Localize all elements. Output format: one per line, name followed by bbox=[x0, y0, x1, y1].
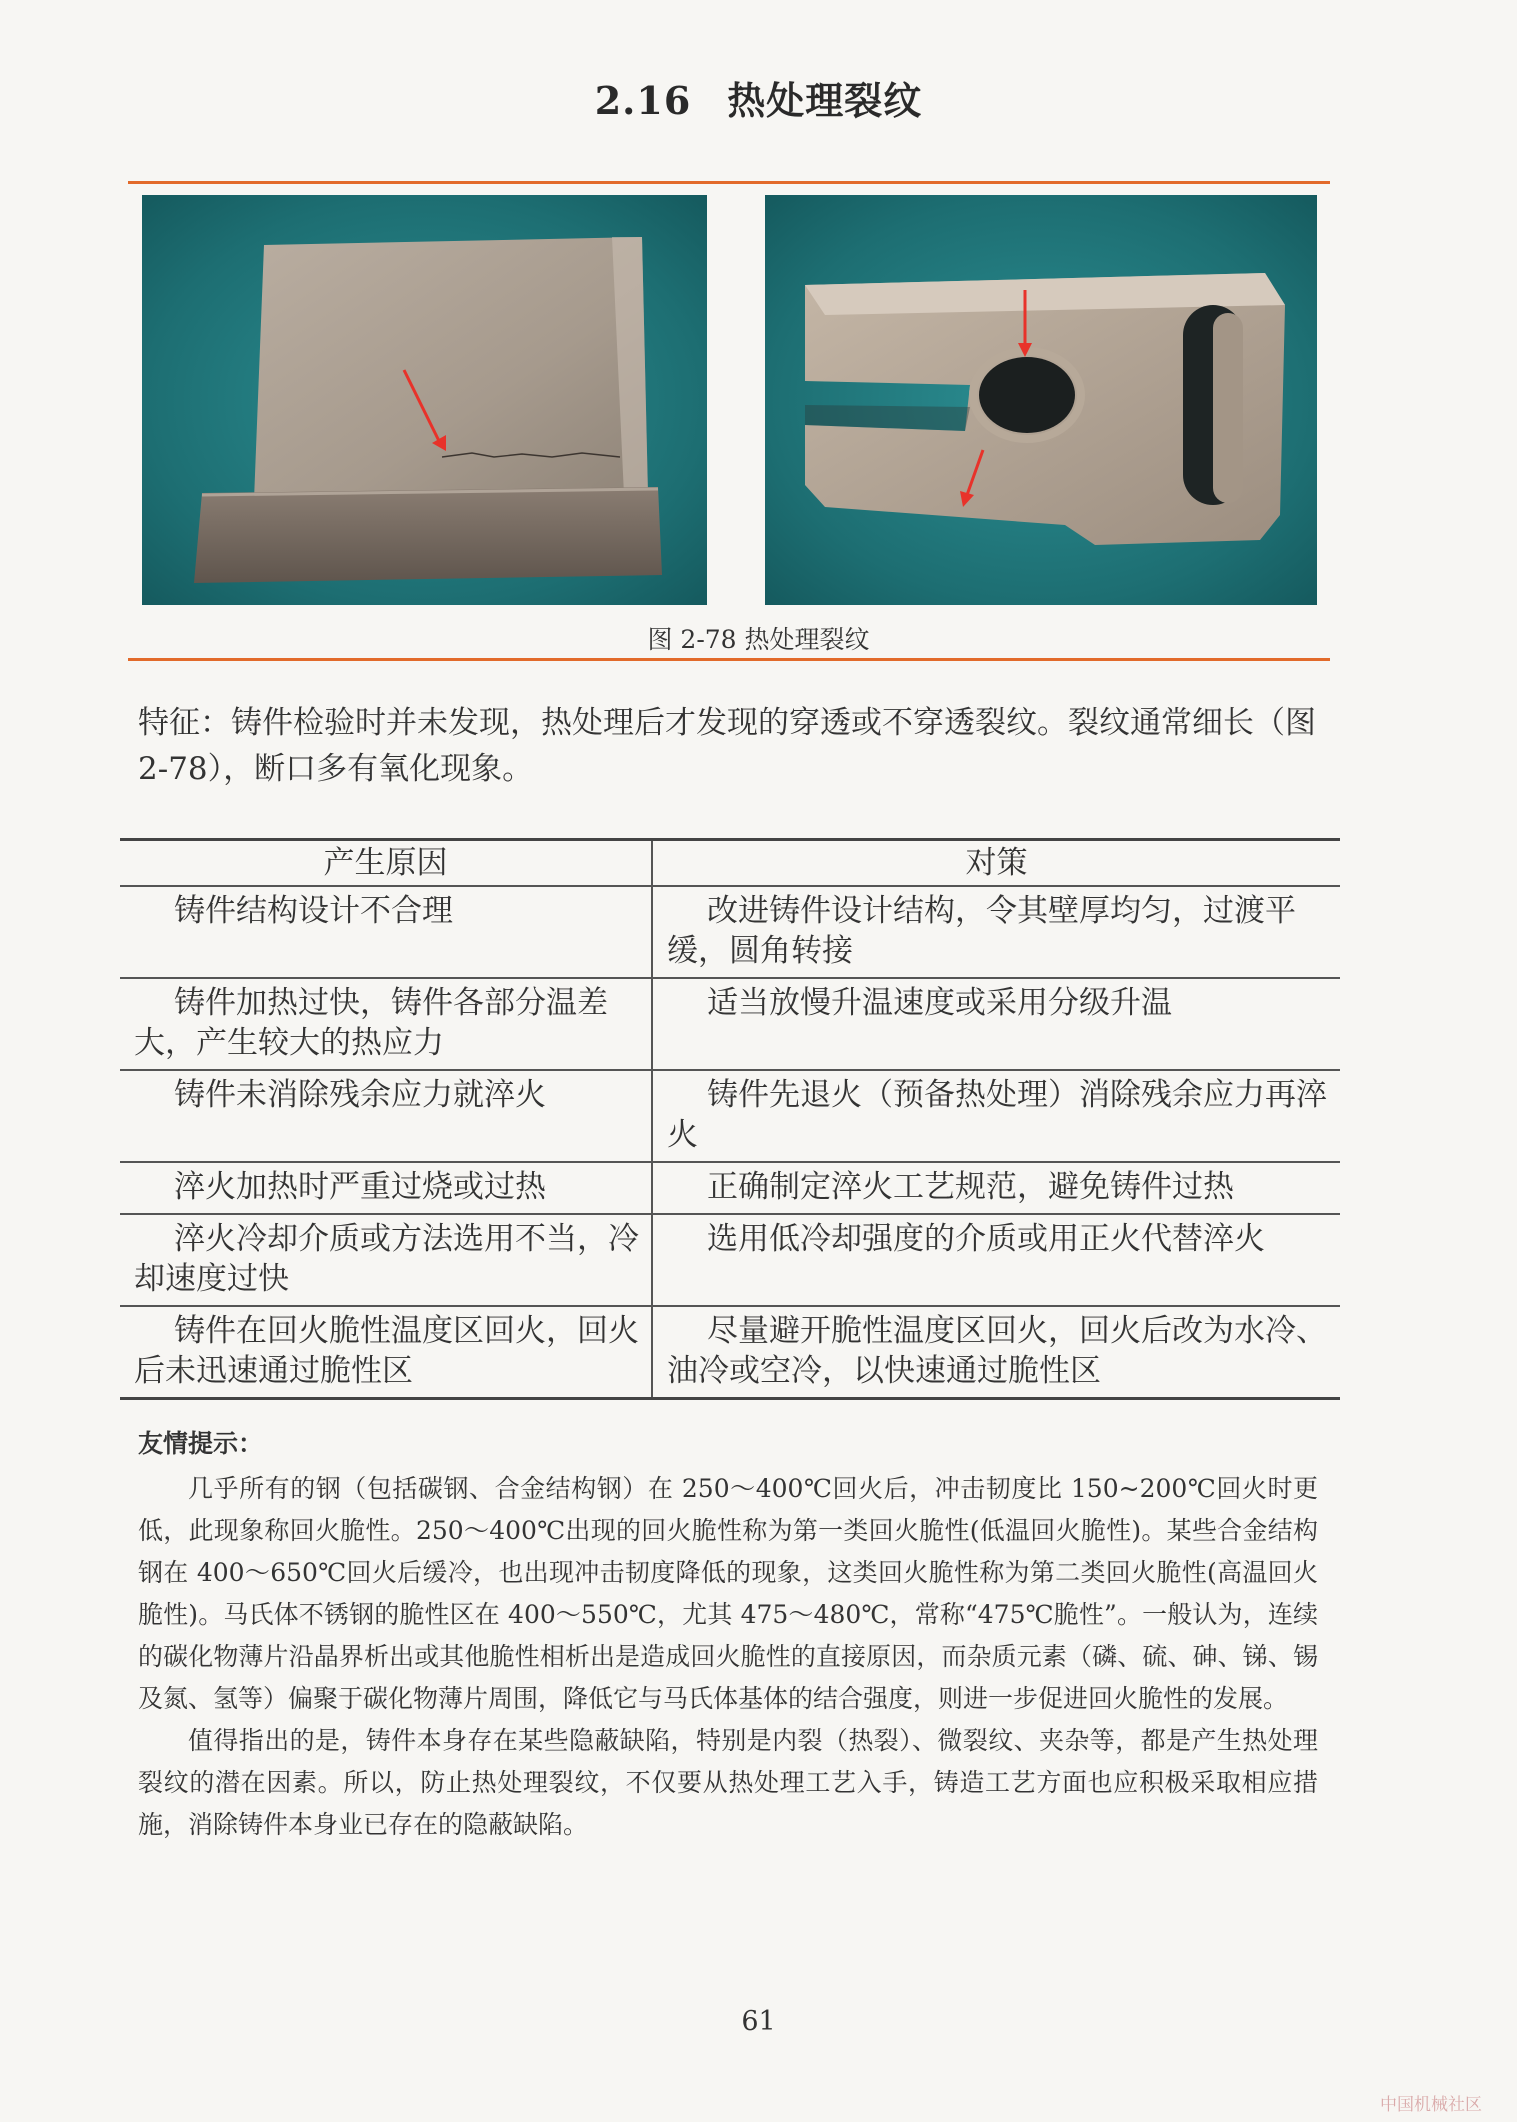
cause-cell bbox=[120, 1306, 652, 1399]
cause-cell bbox=[120, 886, 652, 978]
tips-paragraph: 几乎所有的钢（包括碳钢、合金结构钢）在 250～400℃回火后，冲击韧度比 150~200℃回火时更低，此现象称回火脆性。250～400℃出现的回火脆性称为第一类回火脆性(低温回火脆性)。某些合金结构钢在 400～650℃回火后缓冷，也出现冲击韧度降低的现象，这类回火脆性称为第二类回火脆性(高温回火脆性)。马氏体不锈钢的脆性区在 400～550℃，尤其 475～480℃，常称“475℃脆性”。一般认为，连续的碳化物薄片沿晶界析出或其他脆性相析出是造成回火脆性的直接原因，而杂质元素（磷、硫、砷、锑、锡及氮、氢等）偏聚于碳化物薄片周围，降低它与马氏体基体的结合强度，则进一步促进回火脆性的发展。 bbox=[138, 1474, 1318, 1713]
cause-text: 淬火加热时严重过烧或过热 bbox=[174, 1169, 546, 1205]
table-row bbox=[120, 1214, 1340, 1306]
measure-text: 选用低冷却强度的介质或用正火代替淬火 bbox=[707, 1221, 1265, 1257]
measure-text: 尽量避开脆性温度区回火，回火后改为水冷、油冷或空冷，以快速通过脆性区 bbox=[667, 1313, 1327, 1389]
table-row bbox=[120, 1162, 1340, 1214]
measure-text: 正确制定淬火工艺规范，避免铸件过热 bbox=[707, 1169, 1234, 1205]
measure-cell bbox=[652, 1162, 1340, 1214]
section-number: 2.16 bbox=[594, 78, 692, 123]
table-row bbox=[120, 886, 1340, 978]
section-title bbox=[0, 70, 1517, 125]
figure-caption: 图 2-78 热处理裂纹 bbox=[647, 625, 870, 654]
tips-heading: 友情提示： bbox=[138, 1429, 264, 1458]
cause-cell bbox=[120, 1070, 652, 1162]
measure-cell bbox=[652, 1070, 1340, 1162]
plate-casting-illustration bbox=[142, 195, 707, 605]
measure-text: 改进铸件设计结构，令其壁厚均匀，过渡平缓，圆角转接 bbox=[667, 893, 1296, 969]
table-header-row bbox=[120, 840, 1340, 887]
measure-cell bbox=[652, 978, 1340, 1070]
measure-text: 铸件先退火（预备热处理）消除残余应力再淬火 bbox=[667, 1077, 1327, 1153]
fork-casting-illustration bbox=[765, 195, 1317, 605]
cause-text: 铸件加热过快，铸件各部分温差大，产生较大的热应力 bbox=[134, 985, 608, 1061]
measure-cell bbox=[652, 886, 1340, 978]
cause-cell bbox=[120, 1162, 652, 1214]
table-row bbox=[120, 1070, 1340, 1162]
cause-text: 铸件在回火脆性温度区回火，回火后未迅速通过脆性区 bbox=[134, 1313, 639, 1389]
table-row bbox=[120, 978, 1340, 1070]
photo-cracked-plate bbox=[142, 195, 707, 605]
cause-cell bbox=[120, 1214, 652, 1306]
cause-cell bbox=[120, 978, 652, 1070]
header-cause: 产生原因 bbox=[120, 840, 652, 887]
feature-paragraph: 特征：铸件检验时并未发现，热处理后才发现的穿透或不穿透裂纹。裂纹通常细长（图 2-78），断口多有氧化现象。 bbox=[138, 705, 1316, 787]
tips-paragraph: 值得指出的是，铸件本身存在某些隐蔽缺陷，特别是内裂（热裂）、微裂纹、夹杂等，都是产生热处理裂纹的潜在因素。所以，防止热处理裂纹，不仅要从热处理工艺入手，铸造工艺方面也应积极采取相应措施，消除铸件本身业已存在的隐蔽缺陷。 bbox=[138, 1726, 1318, 1839]
header-measure: 对策 bbox=[652, 840, 1340, 887]
cause-text: 淬火冷却介质或方法选用不当，冷却速度过快 bbox=[134, 1221, 639, 1297]
watermark-text: 中国机械社区 bbox=[1380, 2095, 1482, 2115]
measure-text: 适当放慢升温速度或采用分级升温 bbox=[707, 985, 1172, 1021]
cause-text: 铸件结构设计不合理 bbox=[174, 893, 453, 929]
measure-cell bbox=[652, 1306, 1340, 1399]
tips-body bbox=[138, 1468, 1318, 1846]
figure-top-rule bbox=[128, 181, 1330, 184]
cause-text: 铸件未消除残余应力就淬火 bbox=[174, 1077, 546, 1113]
measure-cell bbox=[652, 1214, 1340, 1306]
photo-cracked-fork bbox=[765, 195, 1317, 605]
section-heading: 热处理裂纹 bbox=[727, 78, 923, 123]
page-number: 61 bbox=[741, 2006, 776, 2037]
table-row bbox=[120, 1306, 1340, 1399]
causes-measures-table bbox=[120, 838, 1340, 1400]
figure-bottom-rule bbox=[128, 658, 1330, 661]
